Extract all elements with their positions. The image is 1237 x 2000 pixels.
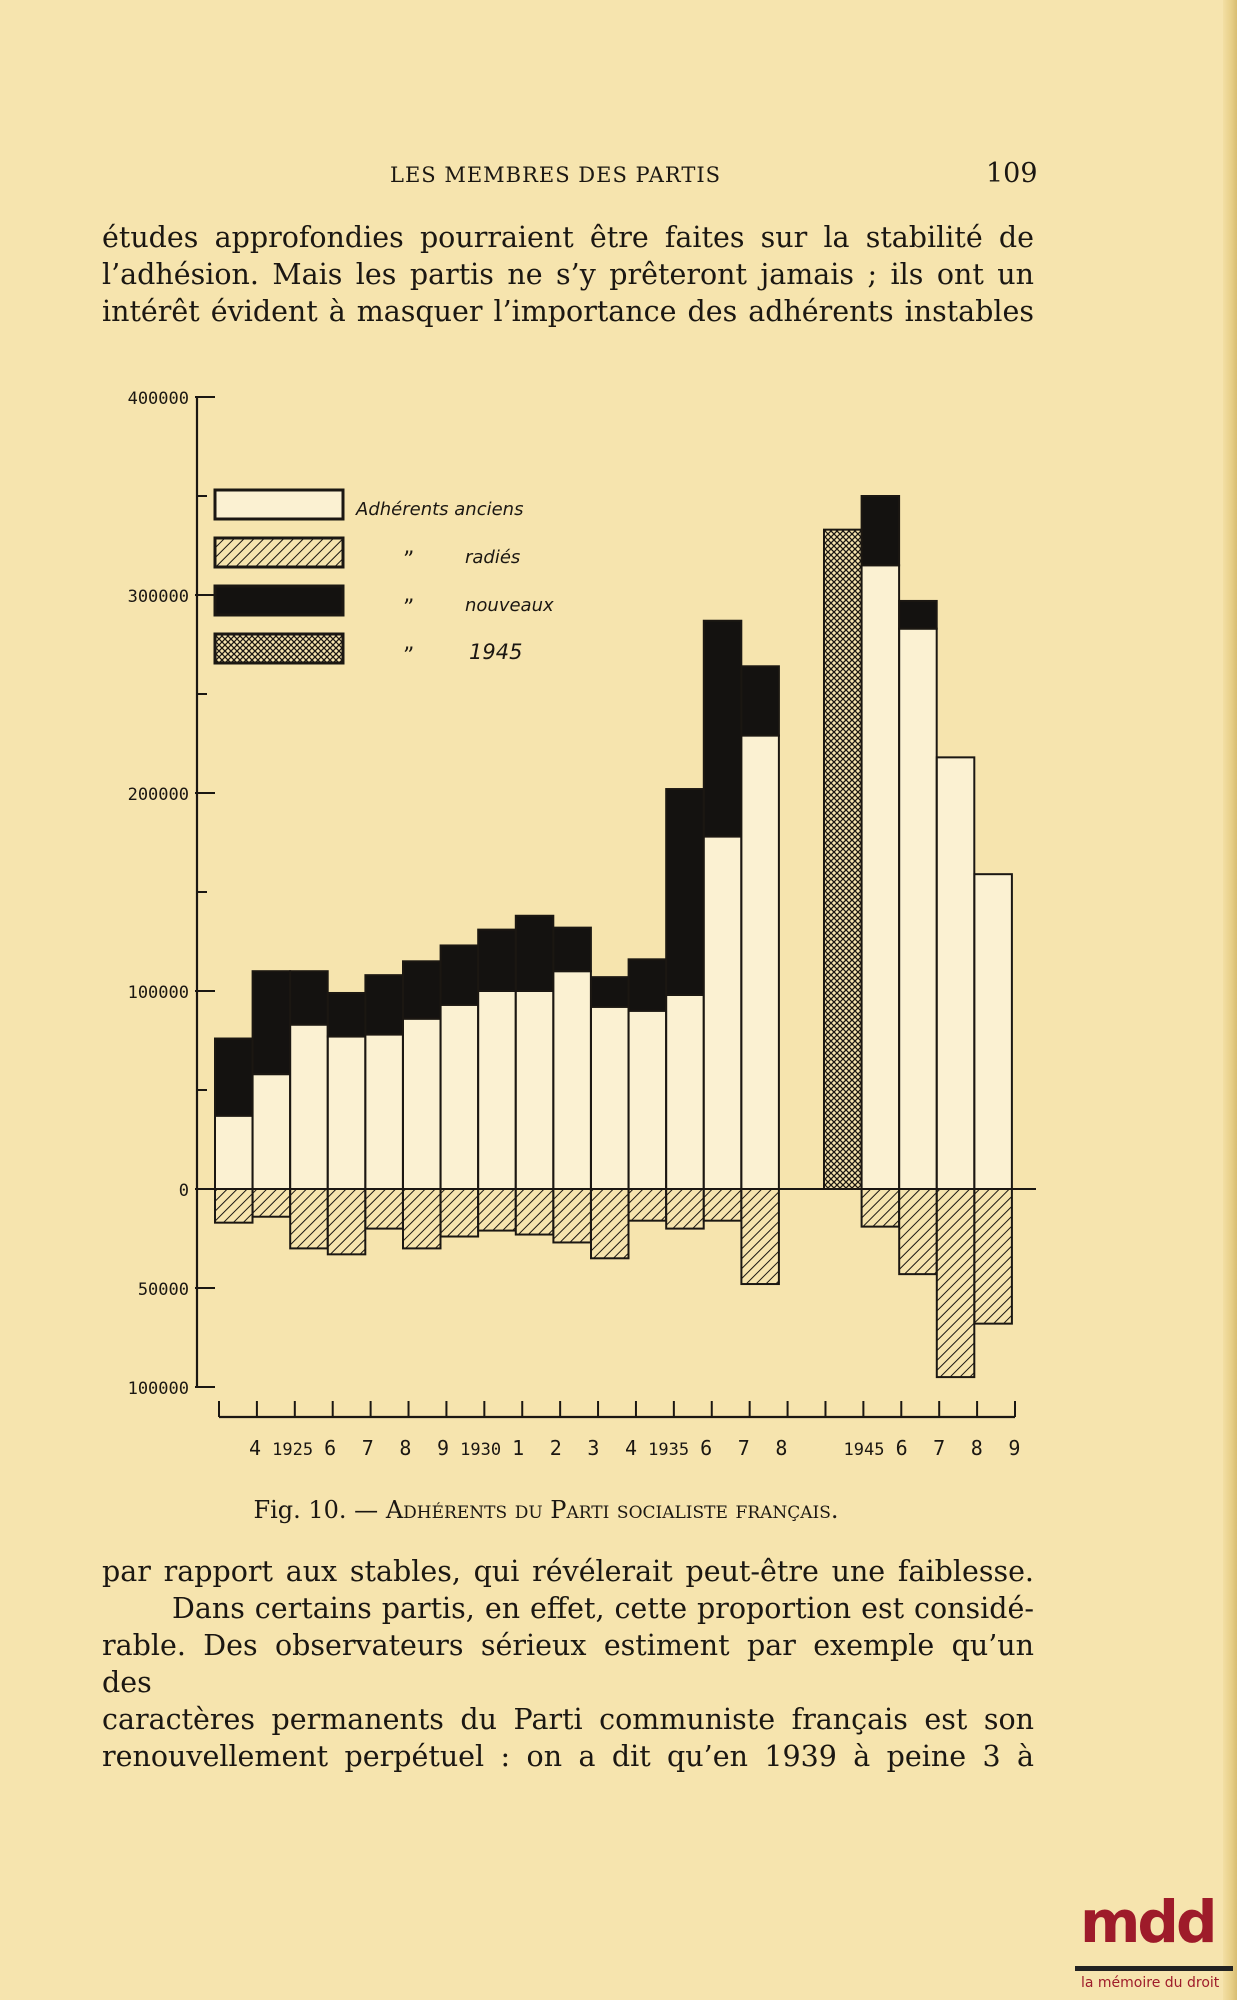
caption-prefix: Fig. 10. — <box>253 1496 379 1524</box>
x-tick-label: 1930 <box>460 1440 502 1460</box>
text-line: renouvellement perpétuel : on a dit qu’en 1939 à peine 3 à <box>102 1740 1034 1773</box>
bar-anciens <box>441 1005 479 1189</box>
x-tick-label: 6 <box>324 1436 337 1460</box>
paragraph-bottom <box>102 1553 1034 1775</box>
logo-mark: mdd <box>1080 1888 1215 1956</box>
y-tick-label: 100000 <box>127 1379 189 1399</box>
caption-title: Adhérents du Parti socialiste français. <box>385 1496 839 1524</box>
bar-anciens <box>328 1037 366 1189</box>
bar-nouveaux <box>365 975 403 1034</box>
bar-radies <box>741 1189 779 1284</box>
x-tick-label: 2 <box>549 1436 562 1460</box>
bar-radies <box>937 1189 975 1377</box>
bar-anciens <box>591 1007 629 1189</box>
bars <box>215 496 1012 1377</box>
bar-anciens <box>974 874 1012 1189</box>
bar-radies <box>862 1189 900 1227</box>
x-tick-label: 1935 <box>648 1440 690 1460</box>
legend-ditto: ” <box>403 644 415 669</box>
bar-radies <box>290 1189 328 1248</box>
bar-anciens <box>365 1035 403 1189</box>
bar-anciens <box>704 837 742 1189</box>
bar-nouveaux <box>862 496 900 565</box>
bar-anciens <box>215 1116 253 1189</box>
bar-radies <box>974 1189 1012 1324</box>
x-tick-label: 7 <box>737 1436 750 1460</box>
bar-anciens <box>290 1025 328 1189</box>
x-tick-label: 1945 <box>843 1440 885 1460</box>
text-line: intérêt évident à masquer l’importance des adhérents instables <box>102 295 1034 328</box>
legend-ditto: ” <box>403 596 415 621</box>
text-line: l’adhésion. Mais les partis ne s’y prêteront jamais ; ils ont un <box>102 258 1034 291</box>
x-tick-label: 8 <box>399 1436 412 1460</box>
bar-anciens <box>253 1074 291 1189</box>
y-tick-label: 50000 <box>137 1280 189 1300</box>
logo-tagline: la mémoire du droit <box>1081 1975 1220 1991</box>
bar-nouveaux <box>253 971 291 1074</box>
bar-anciens <box>937 757 975 1189</box>
bar-radies <box>253 1189 291 1217</box>
y-tick-label: 300000 <box>127 587 189 607</box>
text-line: études approfondies pourraient être faites sur la stabilité de <box>102 221 1034 254</box>
bar-radies <box>516 1189 554 1235</box>
legend-label: radiés <box>465 547 521 568</box>
bar-radies <box>629 1189 667 1221</box>
bar-radies <box>591 1189 629 1258</box>
bar-anciens <box>516 991 554 1189</box>
bar-anciens <box>629 1011 667 1189</box>
text-line: Dans certains partis, en effet, cette proportion est considé- <box>172 1592 1034 1625</box>
x-tick-label: 7 <box>361 1436 374 1460</box>
x-tick-label: 8 <box>970 1436 983 1460</box>
bar-anciens <box>666 995 704 1189</box>
bar-nouveaux <box>741 666 779 735</box>
publisher-logo <box>1075 1888 1235 2000</box>
legend-swatch-anciens <box>215 490 343 519</box>
bar-nouveaux <box>328 993 366 1037</box>
bar-nouveaux <box>591 977 629 1007</box>
text-line: caractères permanents du Parti communiste français est son <box>102 1703 1034 1736</box>
bar-radies <box>478 1189 516 1231</box>
bar-radies <box>666 1189 704 1229</box>
bar-1945 <box>824 530 862 1189</box>
bar-nouveaux <box>629 959 667 1010</box>
x-tick-label: 6 <box>895 1436 908 1460</box>
y-tick-label: 400000 <box>127 389 189 409</box>
bar-nouveaux <box>441 945 479 1004</box>
x-tick-label: 1 <box>512 1436 525 1460</box>
bar-nouveaux <box>290 971 328 1024</box>
legend-swatch-nouveaux <box>215 586 343 615</box>
y-tick-label: 200000 <box>127 785 189 805</box>
bar-nouveaux <box>666 789 704 995</box>
bar-nouveaux <box>516 916 554 991</box>
bar-radies <box>553 1189 591 1242</box>
x-tick-label: 6 <box>700 1436 713 1460</box>
bar-anciens <box>741 736 779 1189</box>
y-tick-label: 0 <box>178 1181 189 1201</box>
x-tick-label: 4 <box>248 1436 262 1460</box>
bar-anciens <box>403 1019 441 1189</box>
legend-swatch-radies <box>215 538 343 567</box>
bar-nouveaux <box>553 928 591 972</box>
legend-label: Adhérents anciens <box>356 499 524 520</box>
bar-radies <box>441 1189 479 1237</box>
x-tick-label: 4 <box>624 1436 638 1460</box>
legend-ditto: ” <box>403 548 415 573</box>
x-tick-label: 7 <box>933 1436 946 1460</box>
legend-swatch-y1945 <box>215 634 343 663</box>
figure-caption <box>0 1496 1237 1524</box>
bar-anciens <box>899 629 937 1189</box>
x-axis <box>219 1401 1020 1460</box>
y-tick-label: 100000 <box>127 983 189 1003</box>
legend-label: 1945 <box>469 640 523 664</box>
bar-nouveaux <box>704 621 742 837</box>
bar-radies <box>328 1189 366 1254</box>
x-tick-label: 9 <box>1008 1436 1021 1460</box>
bar-radies <box>365 1189 403 1229</box>
text-line: rable. Des observateurs sérieux estiment par exemple qu’un des <box>102 1629 1034 1699</box>
bar-radies <box>403 1189 441 1248</box>
bar-nouveaux <box>403 961 441 1018</box>
running-head: LES MEMBRES DES PARTIS <box>390 163 722 187</box>
bar-nouveaux <box>215 1039 253 1116</box>
bar-anciens <box>553 971 591 1189</box>
x-tick-label: 9 <box>436 1436 450 1460</box>
page-number: 109 <box>986 158 1038 189</box>
logo-rule <box>1075 1966 1233 1971</box>
bar-anciens <box>478 991 516 1189</box>
bar-nouveaux <box>478 930 516 991</box>
x-tick-label: 1925 <box>272 1440 314 1460</box>
legend-label: nouveaux <box>465 595 554 616</box>
bar-nouveaux <box>899 601 937 629</box>
bar-anciens <box>862 565 900 1189</box>
bar-radies <box>704 1189 742 1221</box>
x-tick-label: 8 <box>775 1436 788 1460</box>
bar-radies <box>899 1189 937 1274</box>
x-tick-label: 3 <box>587 1436 600 1460</box>
legend <box>215 490 554 669</box>
text-line: par rapport aux stables, qui révélerait peut-être une faiblesse. <box>102 1555 1034 1588</box>
bar-radies <box>215 1189 253 1223</box>
